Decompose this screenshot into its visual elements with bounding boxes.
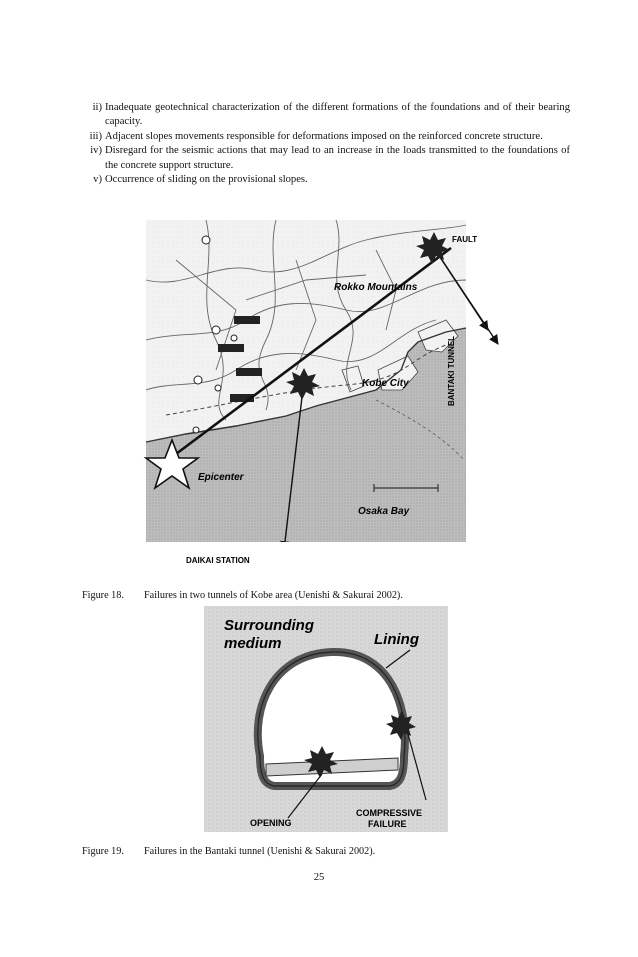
list-item (78, 101, 570, 130)
list-item-number: v) (93, 174, 102, 186)
fault-label: FAULT (452, 235, 478, 244)
kobe-area-map-figure (146, 220, 478, 565)
surrounding-medium-label-line2: medium (224, 635, 282, 652)
bantaki-tunnel-section-figure (204, 606, 448, 832)
kobe-city-label: Kobe City (362, 378, 409, 389)
list-item-number: iii) (89, 130, 102, 142)
caption-text: Failures in the Bantaki tunnel (Uenishi & Sakurai 2002). (144, 846, 376, 857)
figure-18-caption (82, 590, 403, 601)
tunnel-section-svg (204, 606, 448, 832)
kobe-map-svg (146, 220, 478, 565)
caption-label: Figure 18. (82, 590, 124, 601)
compressive-failure-label-line2: FAILURE (368, 819, 407, 829)
compressive-failure-label-line1: COMPRESSIVE (356, 808, 423, 818)
list-item-number: ii) (92, 102, 102, 113)
bantaki-tunnel-label: BANTAKI TUNNEL (447, 335, 456, 406)
list-item (78, 144, 570, 173)
list-item-text: Occurrence of sliding on the provisional slopes. (105, 174, 308, 186)
daikai-station-label: DAIKAI STATION (186, 556, 250, 565)
caption-label: Figure 19. (82, 846, 124, 857)
osaka-bay-label: Osaka Bay (358, 506, 410, 517)
list-item (78, 173, 570, 187)
lining-label: Lining (374, 631, 419, 648)
epicenter-label: Epicenter (198, 472, 244, 483)
list-item-text: Inadequate geotechnical characterization of the different formations of the foundations and of their bearing capacity. (105, 102, 570, 128)
rokko-mountains-label: Rokko Mountains (334, 282, 418, 293)
figure-19-caption (82, 846, 375, 857)
surrounding-medium-label-line1: Surrounding (224, 617, 314, 634)
opening-label: OPENING (250, 818, 292, 828)
page-number: 25 (313, 872, 325, 883)
list-item-text: Adjacent slopes movements responsible for deformations imposed on the reinforced concrete structure. (105, 130, 543, 142)
failure-causes-list (78, 101, 570, 187)
list-item (78, 130, 570, 144)
list-item-number: iv) (90, 145, 102, 157)
list-item-text: Disregard for the seismic actions that may lead to an increase in the loads transmitted to the foundations of the concrete support structure. (105, 145, 570, 171)
caption-text: Failures in two tunnels of Kobe area (Uenishi & Sakurai 2002). (144, 590, 403, 601)
